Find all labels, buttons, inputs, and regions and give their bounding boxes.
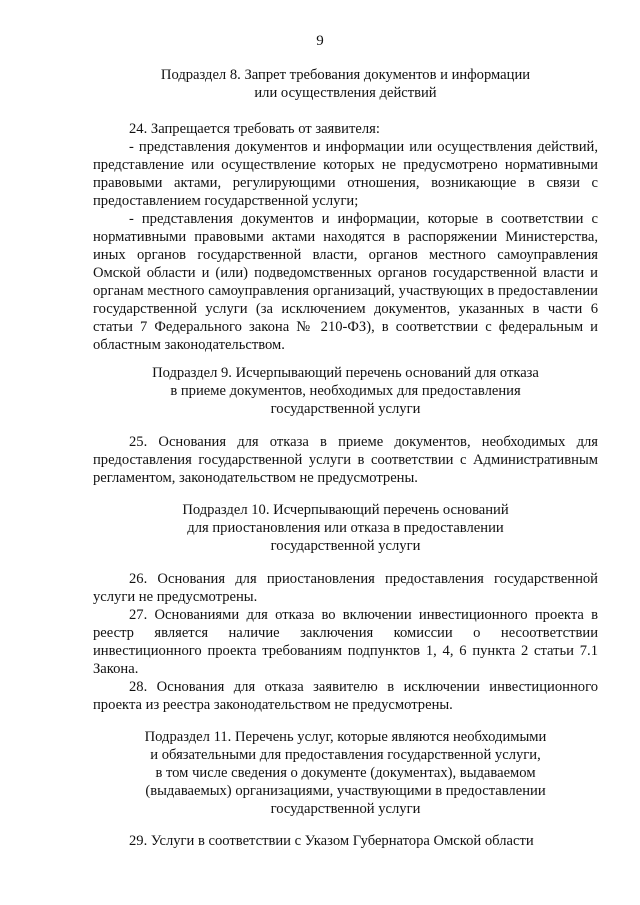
page-number: 9	[316, 33, 324, 49]
section-9-body	[93, 433, 598, 487]
heading-line: государственной услуги	[270, 801, 421, 817]
paragraph-28: 28. Основания для отказа заявителю в исключении инвестиционного проекта из реестра законодательством не предусмотрены.	[93, 679, 598, 713]
section-8-body	[93, 120, 598, 354]
heading-line: Подраздел 11. Перечень услуг, которые являются необходимыми	[144, 729, 547, 745]
heading-line: государственной услуги	[270, 401, 421, 417]
section-8-heading	[93, 66, 598, 102]
section-11-body	[93, 832, 598, 850]
paragraph-24-item-2: - представления документов и информации, которые в соответствии с нормативными правовыми актами находятся в распоряжении Министерства, иных органов государственной власти, органов местного самоуправления Омской области и (или) подведомственных органов государственной власти и органам местного самоуправления организаций, участвующих в предоставлении государственной услуги (за исключением документов, указанных в части 6 статьи 7 Федерального закона № 210-ФЗ), в соответствии с федеральным и областным законодательством.	[93, 211, 598, 353]
section-9-heading	[93, 364, 598, 418]
heading-line: (выдаваемых) организациями, участвующими в предоставлении	[145, 783, 546, 799]
paragraph-27: 27. Основаниями для отказа во включении инвестиционного проекта в реестр является наличие заключения комиссии о несоответствии инвестиционного проекта требованиям подпунктов 1, 4, 6 пункта 2 статьи 7.1 Закона.	[93, 607, 598, 677]
heading-line: и обязательными для предоставления государственной услуги,	[150, 747, 541, 763]
heading-line: или осуществления действий	[254, 85, 437, 101]
paragraph-25: 25. Основания для отказа в приеме документов, необходимых для предоставления государственной услуги в соответствии с Административным регламентом, законодательством не предусмотрены.	[93, 434, 598, 486]
section-10-body	[93, 570, 598, 714]
heading-line: в том числе сведения о документе (документах), выдаваемом	[155, 765, 536, 781]
heading-line: Подраздел 10. Исчерпывающий перечень оснований	[182, 502, 509, 518]
heading-line: Подраздел 9. Исчерпывающий перечень оснований для отказа	[152, 365, 539, 381]
heading-line: в приеме документов, необходимых для предоставления	[170, 383, 521, 399]
section-11-heading	[93, 728, 598, 818]
paragraph-24-item-1: - представления документов и информации или осуществления действий, представление или осуществление которых не предусмотрено нормативными правовыми актами, регулирующими отношения, возникающие в связи с предоставлением государственной услуги;	[93, 139, 598, 209]
section-10-heading	[93, 501, 598, 555]
paragraph-24-intro: 24. Запрещается требовать от заявителя:	[129, 121, 380, 137]
paragraph-29: 29. Услуги в соответствии с Указом Губернатора Омской области	[129, 833, 534, 849]
heading-line: государственной услуги	[270, 538, 421, 554]
heading-line: Подраздел 8. Запрет требования документов и информации	[160, 67, 531, 83]
heading-line: для приостановления или отказа в предоставлении	[187, 520, 504, 536]
paragraph-26: 26. Основания для приостановления предоставления государственной услуги не предусмотрены.	[93, 571, 598, 605]
